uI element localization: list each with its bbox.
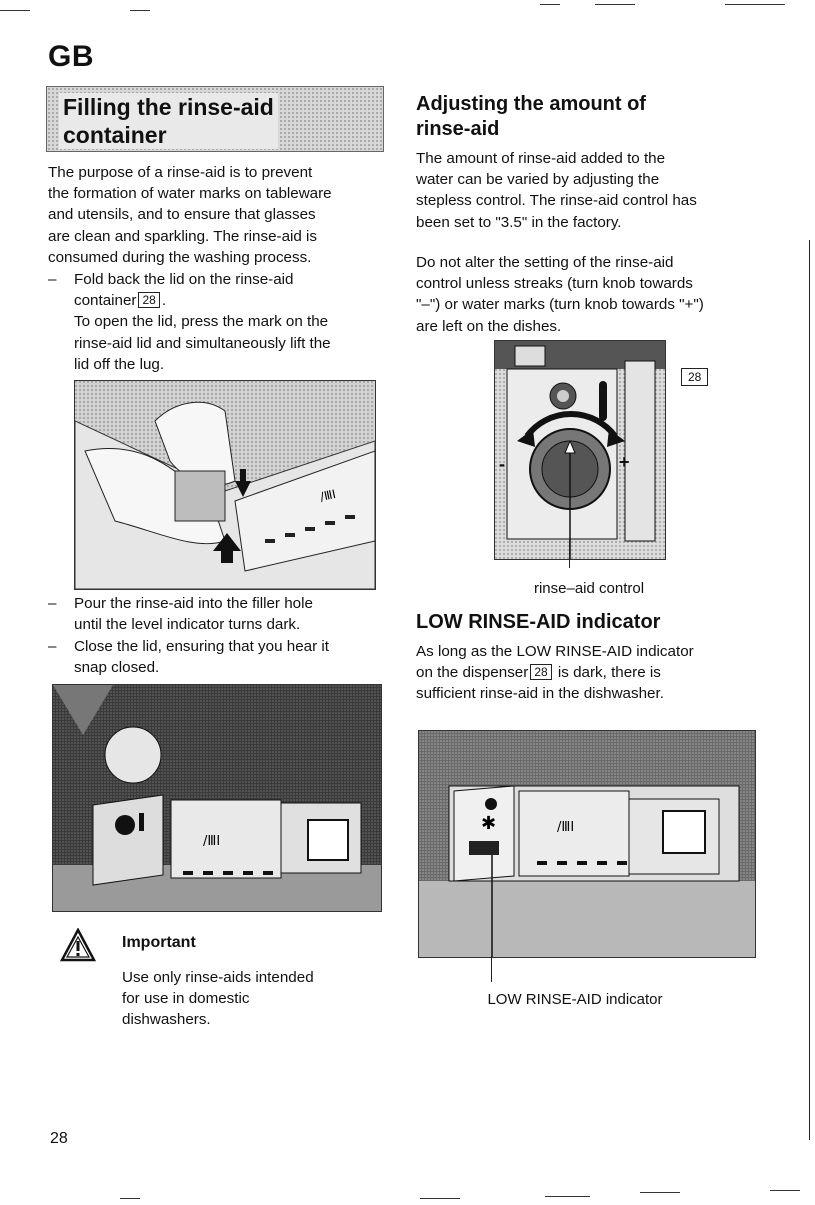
text-line: stepless control. The rinse-aid control has [416,192,697,210]
step-pour-rinse-aid [48,593,382,635]
control-leader-line [569,540,570,568]
text-line: As long as the LOW RINSE-AID indicator [416,643,694,660]
text-line: Close the lid, ensuring that you hear it [74,638,329,655]
text-line: control unless streaks (turn knob towards [416,275,693,293]
dash-bullet: – [48,595,57,612]
adjust-heading [416,92,646,142]
dash-bullet: – [48,638,57,655]
text-line: been set to "3.5" in the factory. [416,213,622,231]
scan-mark [130,10,150,11]
adjust-paragraph-1 [416,148,756,233]
text-line: until the level indicator turns dark. [74,616,301,634]
important-heading: Important [122,934,196,951]
heading-line: Filling the rinse-aid [63,94,274,120]
text-line: Pour the rinse-aid into the filler hole [74,595,313,612]
low-rinse-aid-paragraph [416,641,756,705]
text-line: are clean and sparkling. The rinse-aid is [48,227,318,245]
text-line: Do not alter the setting of the rinse-aid [416,254,674,271]
warning-triangle-icon [60,928,96,962]
text-span: on the dispenser [416,664,529,682]
open-lid-illustration [75,381,375,589]
scan-mark [120,1198,140,1199]
figure-ref-box: 28 [138,292,159,308]
scan-mark [809,240,810,1140]
section-heading [59,93,278,149]
text-line: dishwashers. [122,1011,211,1029]
text-line: lid off the lug. [74,355,165,373]
scan-mark [545,1196,590,1197]
intro-paragraph [48,162,382,268]
text-line: for use in domestic [122,990,250,1008]
photo-rinse-aid-control [494,340,666,560]
text-line [74,290,382,311]
scan-mark [540,4,560,5]
language-code: GB [48,40,94,73]
low-rinse-aid-heading: LOW RINSE-AID indicator [416,611,661,633]
text-line: To open the lid, press the mark on the [74,313,329,331]
text-line: are left on the dishes. [416,317,562,335]
scan-mark [420,1198,460,1199]
rinse-aid-control-illustration [495,341,665,559]
scan-mark [595,4,635,5]
text-line: snap closed. [74,659,160,677]
scan-mark [640,1192,680,1193]
text-line [416,662,756,683]
text-line: water can be varied by adjusting the [416,171,660,189]
text-line: rinse-aid lid and simultaneously lift the [74,334,331,352]
low-indicator-illustration [419,731,755,957]
scan-mark [770,1190,800,1191]
adjust-paragraph-2 [416,252,756,337]
svg-text:/ⅢⅠ: /ⅢⅠ [557,820,575,835]
scan-mark [725,4,785,5]
photo-low-indicator [418,730,756,958]
svg-text:/ⅢⅠ: /ⅢⅠ [318,486,338,504]
text-line: Fold back the lid on the rinse-aid [74,271,294,288]
photo-open-lid [74,380,376,590]
indicator-caption: LOW RINSE-AID indicator [487,991,663,1008]
important-text [122,967,382,1031]
heading-line: rinse-aid [416,118,500,140]
minus-label: - [499,454,505,474]
photo-fill-container [52,684,382,912]
figure-ref-box: 28 [530,664,551,680]
text-line: and utensils, and to ensure that glasses [48,206,316,224]
step-fold-lid [48,269,382,375]
heading-line: Adjusting the amount of [416,93,646,115]
text-span: container [74,292,137,310]
text-line: "–") or water marks (turn knob towards "+") [416,296,704,314]
svg-text:✱: ✱ [481,813,497,834]
dash-bullet: – [48,271,57,288]
figure-ref-box: 28 [681,368,708,386]
plus-label: + [619,452,630,472]
scan-mark [0,10,30,11]
text-span: . [161,292,167,310]
text-line: consumed during the washing process. [48,248,312,266]
indicator-leader-line [491,956,492,982]
page-number: 28 [50,1130,68,1147]
step-close-lid [48,636,382,678]
fill-container-illustration [53,685,381,911]
control-caption: rinse–aid control [533,580,645,597]
text-line: Use only rinse-aids intended [122,969,314,986]
svg-text:/ⅢⅠ: /ⅢⅠ [203,834,221,849]
text-line: The amount of rinse-aid added to the [416,150,666,167]
text-line: sufficient rinse-aid in the dishwasher. [416,685,664,703]
heading-line: container [63,122,167,148]
text-line: the formation of water marks on tableware [48,185,332,203]
text-span: is dark, there is [553,664,661,682]
text-line: The purpose of a rinse-aid is to prevent [48,164,313,181]
section-heading-box [46,86,384,152]
